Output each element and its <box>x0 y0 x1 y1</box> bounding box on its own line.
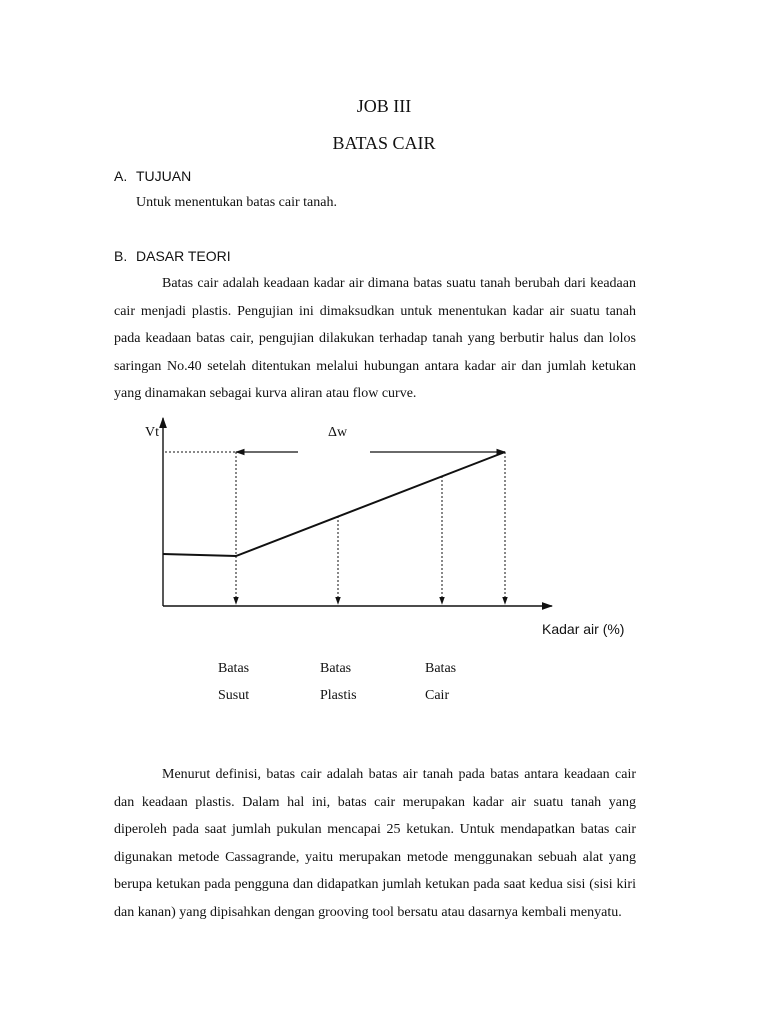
document-title: JOB III <box>356 96 412 116</box>
delta-label: Δw <box>328 425 348 440</box>
section-a-number: A. <box>114 168 128 184</box>
section-b-number: B. <box>114 248 128 264</box>
section-b-paragraph-2: Menurut definisi, batas cair adalah batas air tanah pada batas antara keadaan cair dan keadaan plastis. Dalam hal ini, batas cair merupakan kadar air suatu tanah yang diperoleh pada saat jumlah pukulan mencapai 25 ketukan. Untuk mendapatkan batas cair digunakan metode Cassagrande, yaitu merupakan metode menggunakan sebuah alat yang berupa ketukan pada pengguna dan didapatkan jumlah ketukan pada saat kedua sisi (sisi kiri dan kanan) yang dipisahkan dengan grooving tool bersatu atau dasarnya kembali menyatu. <box>114 767 636 920</box>
section-b-paragraph-1: Batas cair adalah keadaan kadar air dimana batas suatu tanah berubah dari keadaan cair menjadi plastis. Pengujian ini dimaksudkan untuk menentukan kadar air suatu tanah pada keadaan batas cair, pengujian dilakukan terhadap tanah yang berbutir halus dan lolos saringan No.40 setelah ditentukan melalui hubungan antara kadar air dan jumlah ketukan yang dinamakan sebagai kurva aliran atau flow curve. <box>114 276 636 402</box>
limit-liquid-label-2: Cair <box>425 688 450 703</box>
section-b-title: DASAR TEORI <box>136 248 231 264</box>
limit-shrinkage-label-1: Batas <box>218 661 250 676</box>
limit-shrinkage-label-2: Susut <box>218 688 250 703</box>
volume-curve <box>163 452 505 556</box>
limit-plastic-label-2: Plastis <box>320 688 357 703</box>
section-a-text: Untuk menentukan batas cair tanah. <box>136 195 337 210</box>
document-subtitle: BATAS CAIR <box>332 133 436 153</box>
section-a-title: TUJUAN <box>136 168 192 184</box>
x-axis-label: Kadar air (%) <box>542 621 625 637</box>
y-axis-label: Vt <box>145 425 159 440</box>
limit-liquid-label-1: Batas <box>425 661 457 676</box>
limit-plastic-label-1: Batas <box>320 661 352 676</box>
